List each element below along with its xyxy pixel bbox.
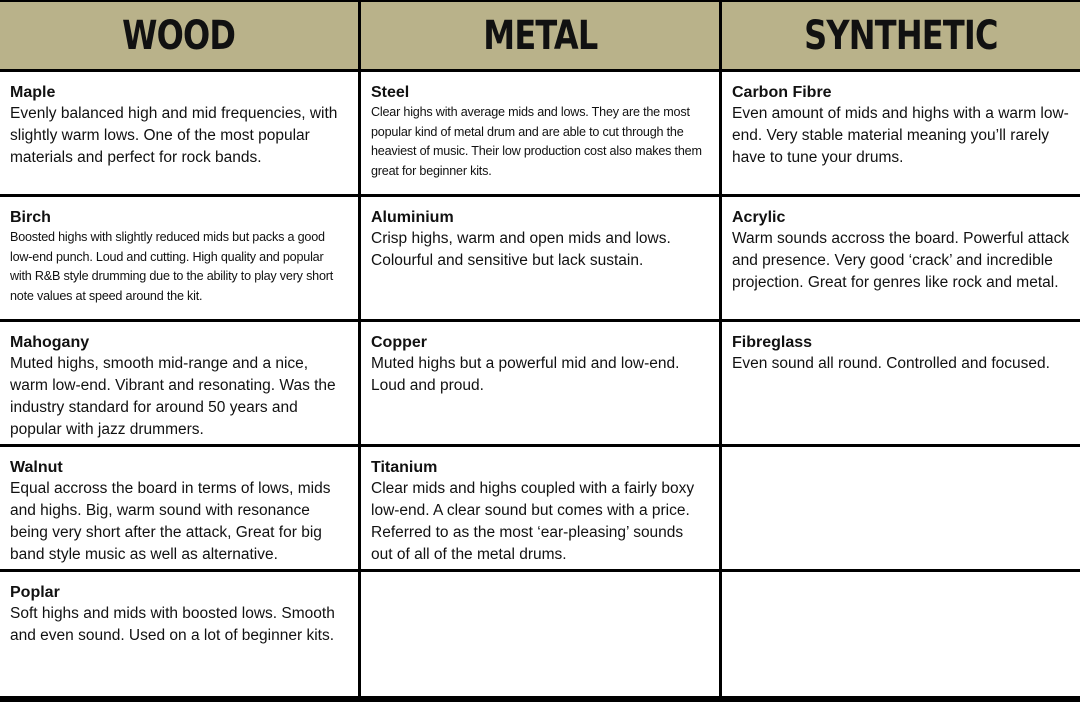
material-cell-steel [361,72,719,194]
material-description: Warm sounds accross the board. Powerful attack and presence. Very good ‘crack’ and incredible projection. Great for genres like rock and metal. [732,230,1070,291]
material-title: Titanium [371,459,438,476]
material-title: Aluminium [371,209,454,226]
material-cell-titanium [361,447,719,569]
material-cell-carbon-fibre [722,72,1080,194]
empty-cell [722,572,1080,696]
material-description: Evenly balanced high and mid frequencies, with slightly warm lows. One of the most popular materials and perfect for rock bands. [10,105,338,166]
material-cell-mahogany [0,322,358,444]
material-title: Maple [10,84,56,101]
material-description: Clear mids and highs coupled with a fairly boxy low-end. A clear sound but comes with a price. Referred to as the most ‘ear-pleasing’ sounds out of all of the metal drums. [371,480,695,563]
material-cell-acrylic [722,197,1080,319]
material-description: Even amount of mids and highs with a warm low-end. Very stable material meaning you’ll rarely have to tune your drums. [732,105,1069,166]
material-description: Equal accross the board in terms of lows, mids and highs. Big, warm sound with resonance being very short after the attack, Great for big band style music as well as alternative. [10,480,331,563]
material-title: Fibreglass [732,334,813,351]
synthetic-header-label: SYNTHETIC [804,12,998,59]
empty-cell [361,572,719,696]
material-title: Copper [371,334,427,351]
material-description: Soft highs and mids with boosted lows. Smooth and even sound. Used on a lot of beginner kits. [10,605,335,644]
material-description: Crisp highs, warm and open mids and lows. Colourful and sensitive but lack sustain. [371,230,671,269]
material-cell-poplar [0,572,358,696]
material-title: Steel [371,84,410,101]
material-title: Mahogany [10,334,90,351]
material-cell-walnut [0,447,358,569]
material-description: Boosted highs with slightly reduced mids but packs a good low-end punch. Loud and cutting. High quality and popular with R&B style drumming due to the ability to play very short note values at speed around the kit. [10,230,334,303]
material-description: Clear highs with average mids and lows. They are the most popular kind of metal drum and are able to cut through the heaviest of music. Their low production cost also makes them great for beginner kits. [371,105,702,178]
material-description: Muted highs but a powerful mid and low-end. Loud and proud. [371,355,680,394]
material-cell-aluminium [361,197,719,319]
material-description: Even sound all round. Controlled and focused. [732,355,1050,372]
material-title: Acrylic [732,209,786,226]
material-description: Muted highs, smooth mid-range and a nice, warm low-end. Vibrant and resonating. Was the industry standard for around 50 years and popular with jazz drummers. [10,355,336,438]
material-title: Walnut [10,459,63,476]
wood-header-label: WOOD [122,12,236,59]
metal-header [361,2,719,69]
material-title: Birch [10,209,51,226]
synthetic-header [722,2,1080,69]
material-cell-maple [0,72,358,194]
metal-header-label: METAL [482,12,598,59]
material-cell-fibreglass [722,322,1080,444]
material-title: Carbon Fibre [732,84,832,101]
wood-header [0,2,358,69]
empty-cell [722,447,1080,569]
material-cell-copper [361,322,719,444]
material-title: Poplar [10,584,60,601]
material-cell-birch [0,197,358,319]
